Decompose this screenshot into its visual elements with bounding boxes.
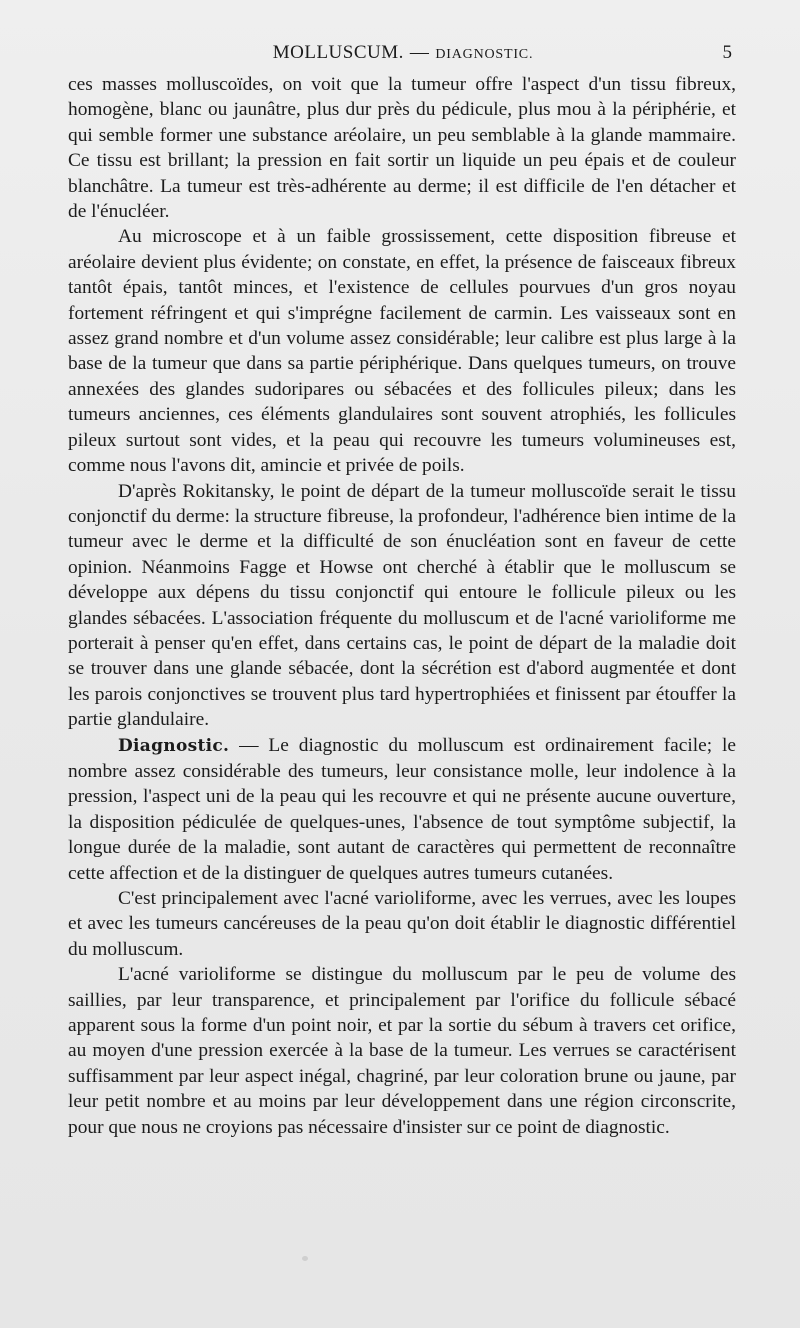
paragraph-continuation: ces masses molluscoïdes, on voit que la tumeur offre l'aspect d'un tissu fibreux, homogène, blanc ou jaunâtre, plus dur près du pédicule, plus mou à la périphérie, et qui semble former une substance aréolaire, un peu semblable à la glande mammaire. Ce tissu est brillant; la pression en fait sortir un liquide un peu épais et de couleur blanchâtre. La tumeur est très-adhérente au derme; il est difficile de l'en détacher et de l'énucléer. [68,74,736,223]
running-title [68,42,738,64]
paragraph-microscope: Au microscope et à un faible grossissement, cette disposition fibreuse et aréolaire devient plus évidente; on constate, en effet, la présence de faisceaux fibreux tantôt épais, tantôt minces, et l'existence de cellules pourvues d'un gros noyau fortement réfringent et qui s'imprégne facilement de carmin. Les vaisseaux sont en assez grand nombre et d'un volume assez considérable; leur calibre est plus large à la base de la tumeur que dans sa partie périphérique. Dans quelques tumeurs, on trouve annexées des glandes sudoripares ou sébacées et des follicules pileux; dans les tumeurs anciennes, ces éléments glandulaires sont souvent atrophiés, les follicules pileux surtout sont vides, et la peau qui recouvre les tumeurs volumineuses est, comme nous l'avons dit, amincie et privée de poils. [68,226,736,477]
page-number: 5 [722,42,732,63]
running-title-main: MOLLUSCUM. [272,42,404,63]
paragraph-diagnostic [68,733,736,886]
paragraph-acne-verrues: L'acné varioliforme se distingue du molluscum par le peu de volume des saillies, par leur transparence, et principalement par l'orifice du follicule sébacé apparent sous la forme d'un point noir, et par la sortie du sébum à travers cet orifice, au moyen d'une pression exercée à la base de la tumeur. Les verrues se caractérisent suffisamment par leur aspect inégal, chagriné, par leur coloration brune ou jaune, par leur petit nombre et au moins par leur développement dans une région circonscrite, pour que nous ne croyions pas nécessaire d'insister sur ce point de diagnostic. [68,964,736,1138]
paragraph-rokitansky: D'après Rokitansky, le point de départ de la tumeur molluscoïde serait le tissu conjonctif du derme: la structure fibreuse, la profondeur, l'adhérence bien intime de la tumeur avec le derme et la difficulté de son énucléation sont en faveur de cette opinion. Néanmoins Fagge et Howse ont cherché à établir que le molluscum se développe aux dépens du tissu conjonctif qui entoure le follicule pileux ou les glandes sébacées. L'association fréquente du molluscum et de l'acné varioliforme me porterait à penser qu'en effet, dans certains cas, le point de départ de la maladie doit se trouver dans une glande sébacée, dont la sécrétion est d'abord augmentée et dont les parois conjonctives se trouvent plus tard hypertrophiées et finissent par étouffer la partie glandulaire. [68,480,736,731]
section-heading-diagnostic: Diagnostic. [118,735,230,756]
running-title-dash: — [409,42,430,63]
running-title-section: DIAGNOSTIC. [435,47,534,62]
paragraph-differential: C'est principalement avec l'acné varioliforme, avec les verrues, avec les loupes et avec les tumeurs cancéreuses de la peau qu'on doit établir le diagnostic différentiel du molluscum. [68,888,736,960]
heading-dash: — [229,734,269,756]
running-header [68,42,738,68]
diagnostic-text: Le diagnostic du molluscum est ordinairement facile; le nombre assez considérable des tumeurs, leur consistance molle, leur indolence à la pression, l'aspect uni de la peau qui les recouvre et qui ne présente aucune ouverture, la disposition pédiculée de quelques-unes, l'absence de tout symptôme subjectif, la longue durée de la maladie, sont autant de caractères qui permettent de reconnaître cette affection et de la distinguer de quelques autres tumeurs cutanées. [68,734,737,884]
paper-speck [302,1256,308,1261]
body-text [68,72,736,1140]
